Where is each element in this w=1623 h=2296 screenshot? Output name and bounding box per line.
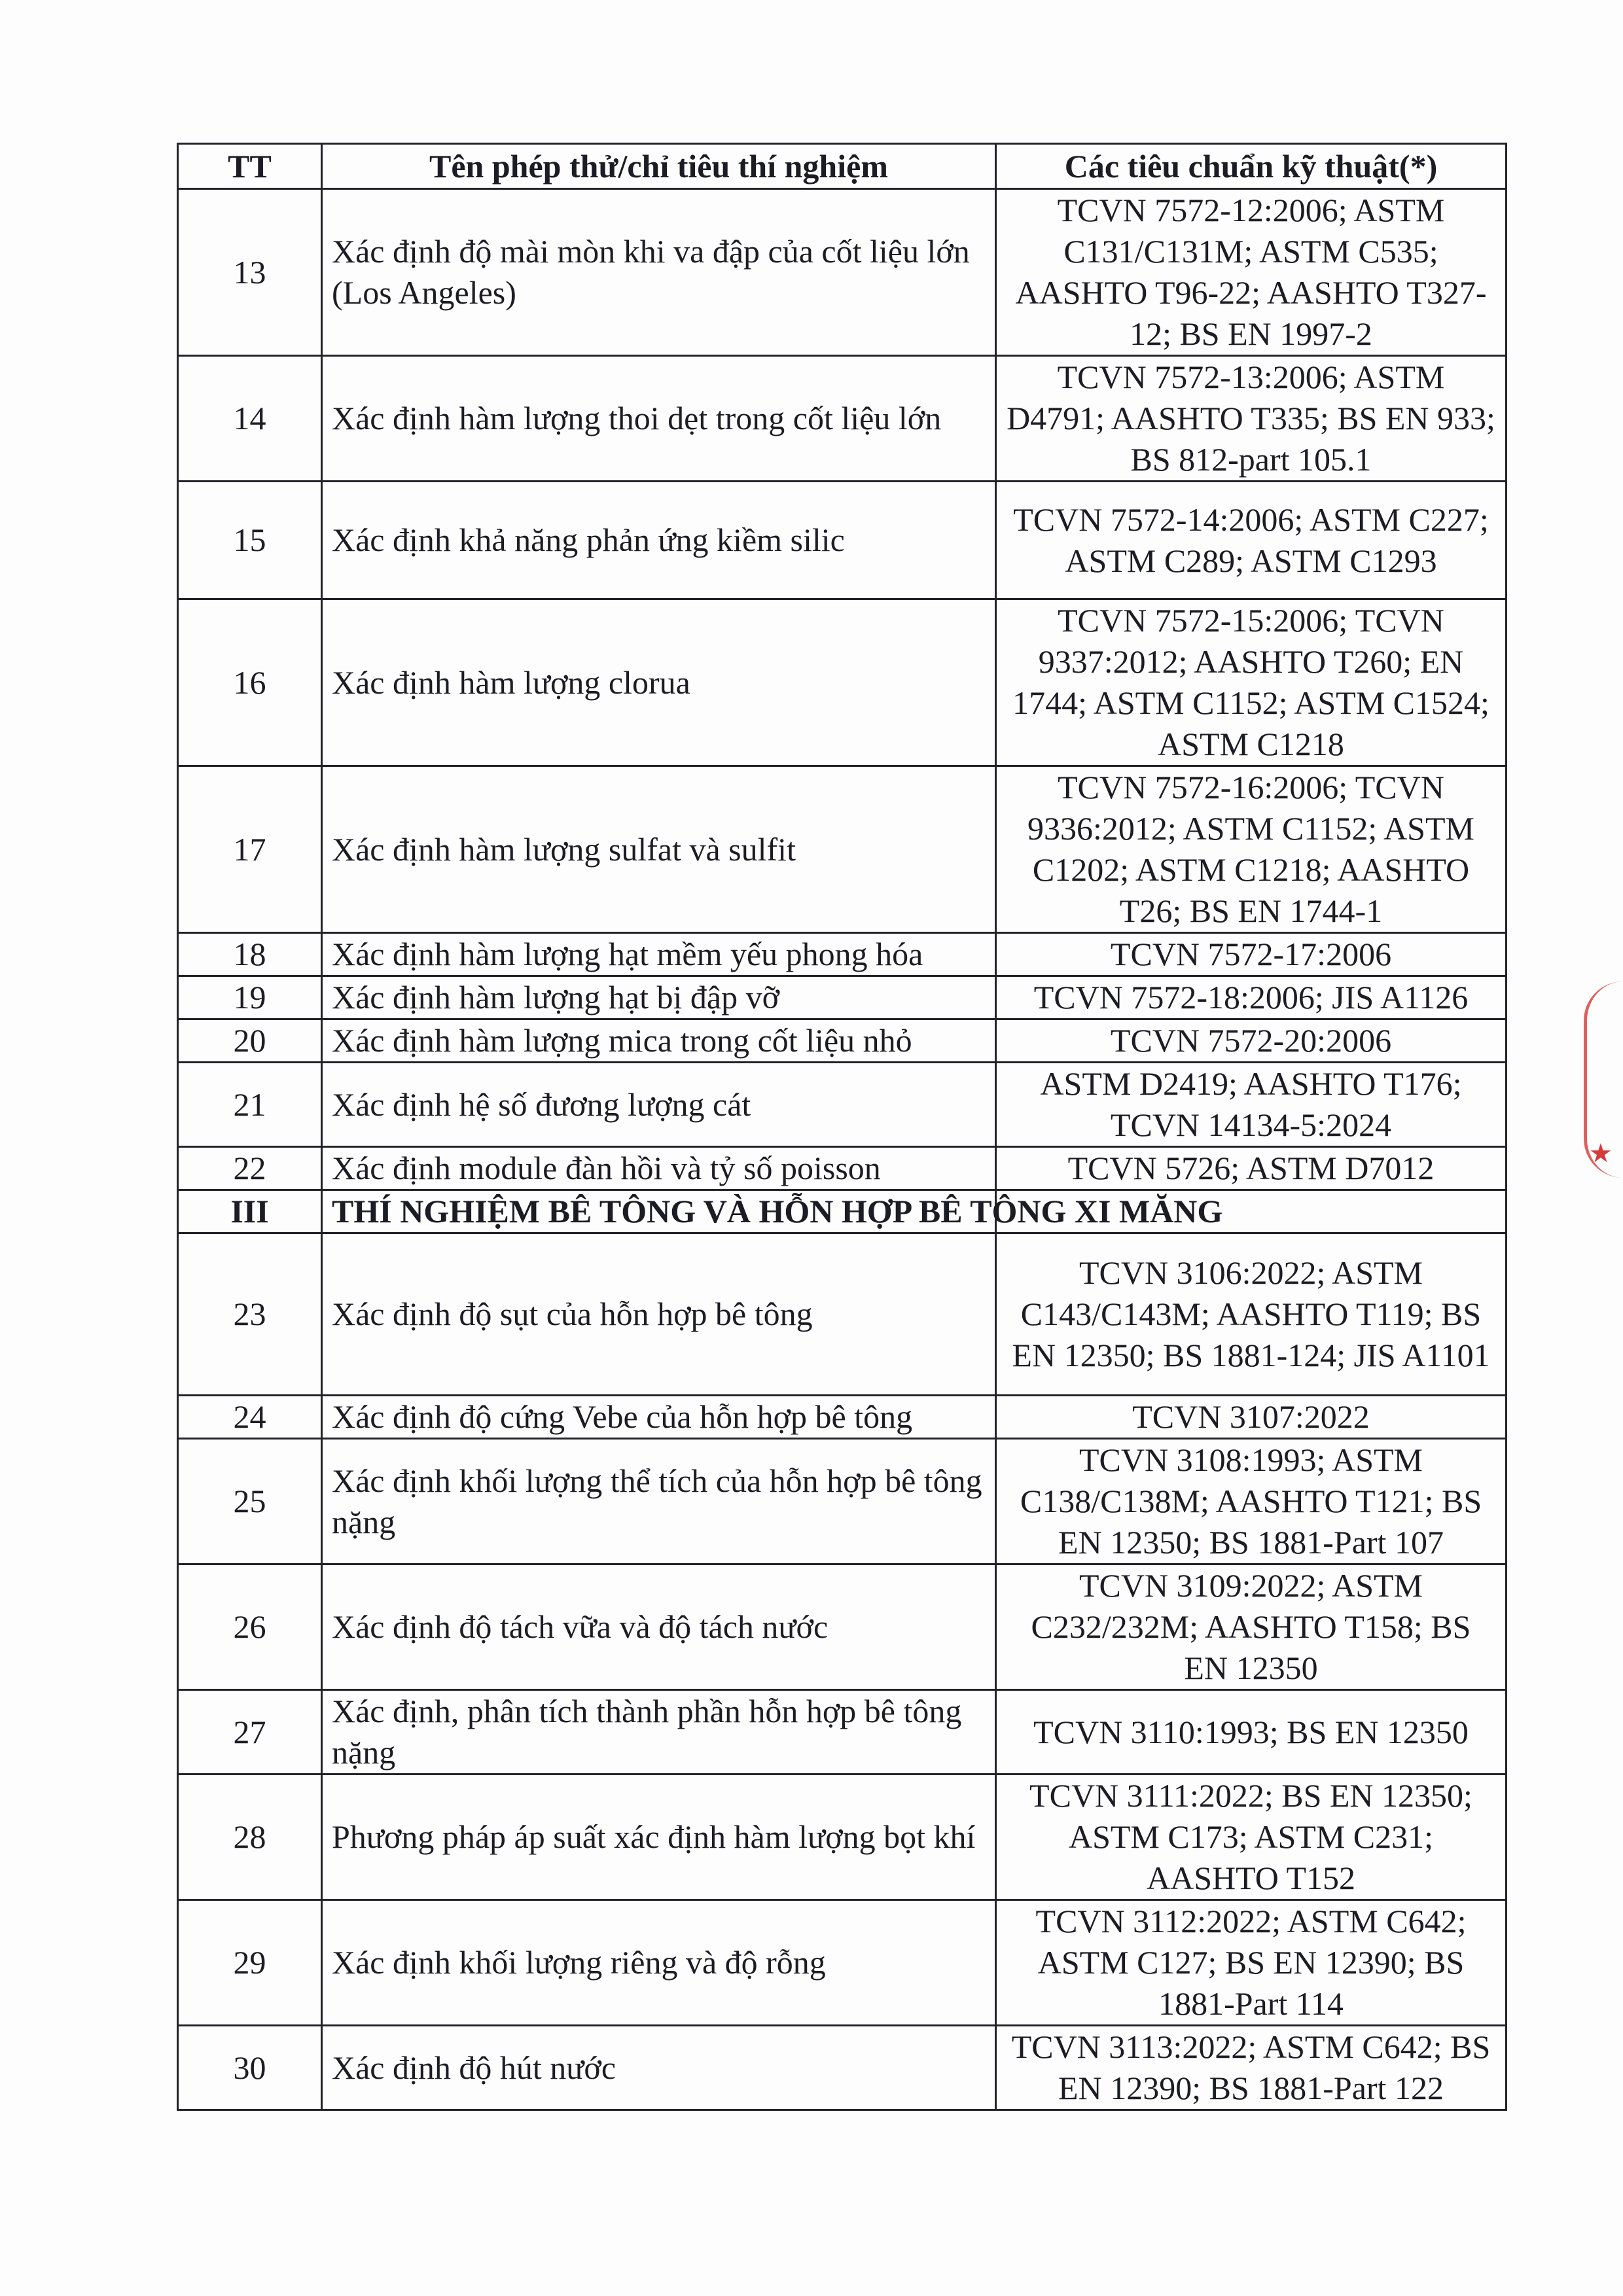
row-tt: 24 xyxy=(178,1396,322,1439)
row-standards: TCVN 7572-12:2006; ASTM C131/C131M; ASTM C535; AASHTO T96-22; AASHTO T327-12; BS EN 1997-2 xyxy=(996,189,1507,356)
row-test-name: Xác định độ tách vữa và độ tách nước xyxy=(322,1564,996,1690)
row-tt: 15 xyxy=(178,482,322,599)
row-standards: TCVN 3110:1993; BS EN 12350 xyxy=(996,1690,1507,1775)
table-row xyxy=(178,1690,1507,1775)
table-row xyxy=(178,356,1507,482)
row-tt: 21 xyxy=(178,1063,322,1147)
row-tt: 20 xyxy=(178,1019,322,1063)
section-row xyxy=(178,1190,1507,1233)
table-row xyxy=(178,1063,1507,1147)
row-test-name: Xác định khối lượng riêng và độ rỗng xyxy=(322,1900,996,2026)
stamp-star-icon: ★ xyxy=(1589,1139,1613,1169)
row-standards: ASTM D2419; AASHTO T176; TCVN 14134-5:2024 xyxy=(996,1063,1507,1147)
table-header-row xyxy=(178,144,1507,189)
row-test-name: Xác định hàm lượng thoi dẹt trong cốt liệu lớn xyxy=(322,356,996,482)
row-tt: 26 xyxy=(178,1564,322,1690)
row-test-name: Xác định độ mài mòn khi va đập của cốt liệu lớn (Los Angeles) xyxy=(322,189,996,356)
table-row xyxy=(178,1233,1507,1396)
row-standards: TCVN 7572-20:2006 xyxy=(996,1019,1507,1063)
row-test-name: Xác định hàm lượng clorua xyxy=(322,599,996,766)
row-test-name: Xác định, phân tích thành phần hỗn hợp bê tông nặng xyxy=(322,1690,996,1775)
row-test-name: Xác định hàm lượng hạt bị đập vỡ xyxy=(322,976,996,1019)
row-tt: 16 xyxy=(178,599,322,766)
row-test-name: Xác định hàm lượng hạt mềm yếu phong hóa xyxy=(322,933,996,976)
table-row xyxy=(178,1439,1507,1564)
row-test-name: Xác định hàm lượng mica trong cốt liệu nhỏ xyxy=(322,1019,996,1063)
row-tt: 19 xyxy=(178,976,322,1019)
row-tt: 14 xyxy=(178,356,322,482)
section-title: THÍ NGHIỆM BÊ TÔNG VÀ HỖN HỢP BÊ TÔNG XI MĂNG xyxy=(322,1190,996,1233)
row-standards: TCVN 7572-17:2006 xyxy=(996,933,1507,976)
row-standards: TCVN 3112:2022; ASTM C642; ASTM C127; BS EN 12390; BS 1881-Part 114 xyxy=(996,1900,1507,2026)
table-row xyxy=(178,2026,1507,2110)
row-test-name: Xác định độ hút nước xyxy=(322,2026,996,2110)
row-tt: 18 xyxy=(178,933,322,976)
row-standards: TCVN 7572-14:2006; ASTM C227; ASTM C289; ASTM C1293 xyxy=(996,482,1507,599)
header-test-name: Tên phép thử/chỉ tiêu thí nghiệm xyxy=(322,144,996,189)
row-tt: 13 xyxy=(178,189,322,356)
row-standards: TCVN 7572-16:2006; TCVN 9336:2012; ASTM C1152; ASTM C1202; ASTM C1218; AASHTO T26; BS EN 1744-1 xyxy=(996,766,1507,933)
row-test-name: Xác định hàm lượng sulfat và sulfit xyxy=(322,766,996,933)
row-standards: TCVN 5726; ASTM D7012 xyxy=(996,1147,1507,1190)
row-tt: 22 xyxy=(178,1147,322,1190)
row-tt: 28 xyxy=(178,1775,322,1900)
table-row xyxy=(178,482,1507,599)
row-test-name: Xác định độ cứng Vebe của hỗn hợp bê tông xyxy=(322,1396,996,1439)
row-test-name: Xác định khối lượng thể tích của hỗn hợp bê tông nặng xyxy=(322,1439,996,1564)
row-standards: TCVN 3113:2022; ASTM C642; BS EN 12390; BS 1881-Part 122 xyxy=(996,2026,1507,2110)
row-test-name: Xác định khả năng phản ứng kiềm silic xyxy=(322,482,996,599)
table-row xyxy=(178,1775,1507,1900)
row-tt: 17 xyxy=(178,766,322,933)
header-standards: Các tiêu chuẩn kỹ thuật(*) xyxy=(996,144,1507,189)
table-row xyxy=(178,1019,1507,1063)
row-standards: TCVN 3111:2022; BS EN 12350; ASTM C173; ASTM C231; AASHTO T152 xyxy=(996,1775,1507,1900)
row-standards: TCVN 7572-13:2006; ASTM D4791; AASHTO T335; BS EN 933; BS 812-part 105.1 xyxy=(996,356,1507,482)
header-tt: TT xyxy=(178,144,322,189)
row-test-name: Phương pháp áp suất xác định hàm lượng bọt khí xyxy=(322,1775,996,1900)
row-standards: TCVN 7572-18:2006; JIS A1126 xyxy=(996,976,1507,1019)
row-tt: 29 xyxy=(178,1900,322,2026)
table-row xyxy=(178,933,1507,976)
table-body xyxy=(178,189,1507,2110)
table-row xyxy=(178,976,1507,1019)
table-row xyxy=(178,189,1507,356)
table-row xyxy=(178,1396,1507,1439)
row-test-name: Xác định độ sụt của hỗn hợp bê tông xyxy=(322,1233,996,1396)
row-standards: TCVN 3108:1993; ASTM C138/C138M; AASHTO T121; BS EN 12350; BS 1881-Part 107 xyxy=(996,1439,1507,1564)
table-row xyxy=(178,599,1507,766)
table-row xyxy=(178,1900,1507,2026)
row-tt: 25 xyxy=(178,1439,322,1564)
table-row xyxy=(178,1147,1507,1190)
row-standards: TCVN 3107:2022 xyxy=(996,1396,1507,1439)
row-tt: 30 xyxy=(178,2026,322,2110)
row-standards: TCVN 3109:2022; ASTM C232/232M; AASHTO T158; BS EN 12350 xyxy=(996,1564,1507,1690)
row-test-name: Xác định module đàn hồi và tỷ số poisson xyxy=(322,1147,996,1190)
row-test-name: Xác định hệ số đương lượng cát xyxy=(322,1063,996,1147)
row-tt: III xyxy=(178,1190,322,1233)
row-tt: 23 xyxy=(178,1233,322,1396)
test-standards-table xyxy=(177,143,1507,2111)
row-standards: TCVN 3106:2022; ASTM C143/C143M; AASHTO T119; BS EN 12350; BS 1881-124; JIS A1101 xyxy=(996,1233,1507,1396)
row-tt: 27 xyxy=(178,1690,322,1775)
row-standards: TCVN 7572-15:2006; TCVN 9337:2012; AASHTO T260; EN 1744; ASTM C1152; ASTM C1524; ASTM C1218 xyxy=(996,599,1507,766)
table-row xyxy=(178,766,1507,933)
table-row xyxy=(178,1564,1507,1690)
